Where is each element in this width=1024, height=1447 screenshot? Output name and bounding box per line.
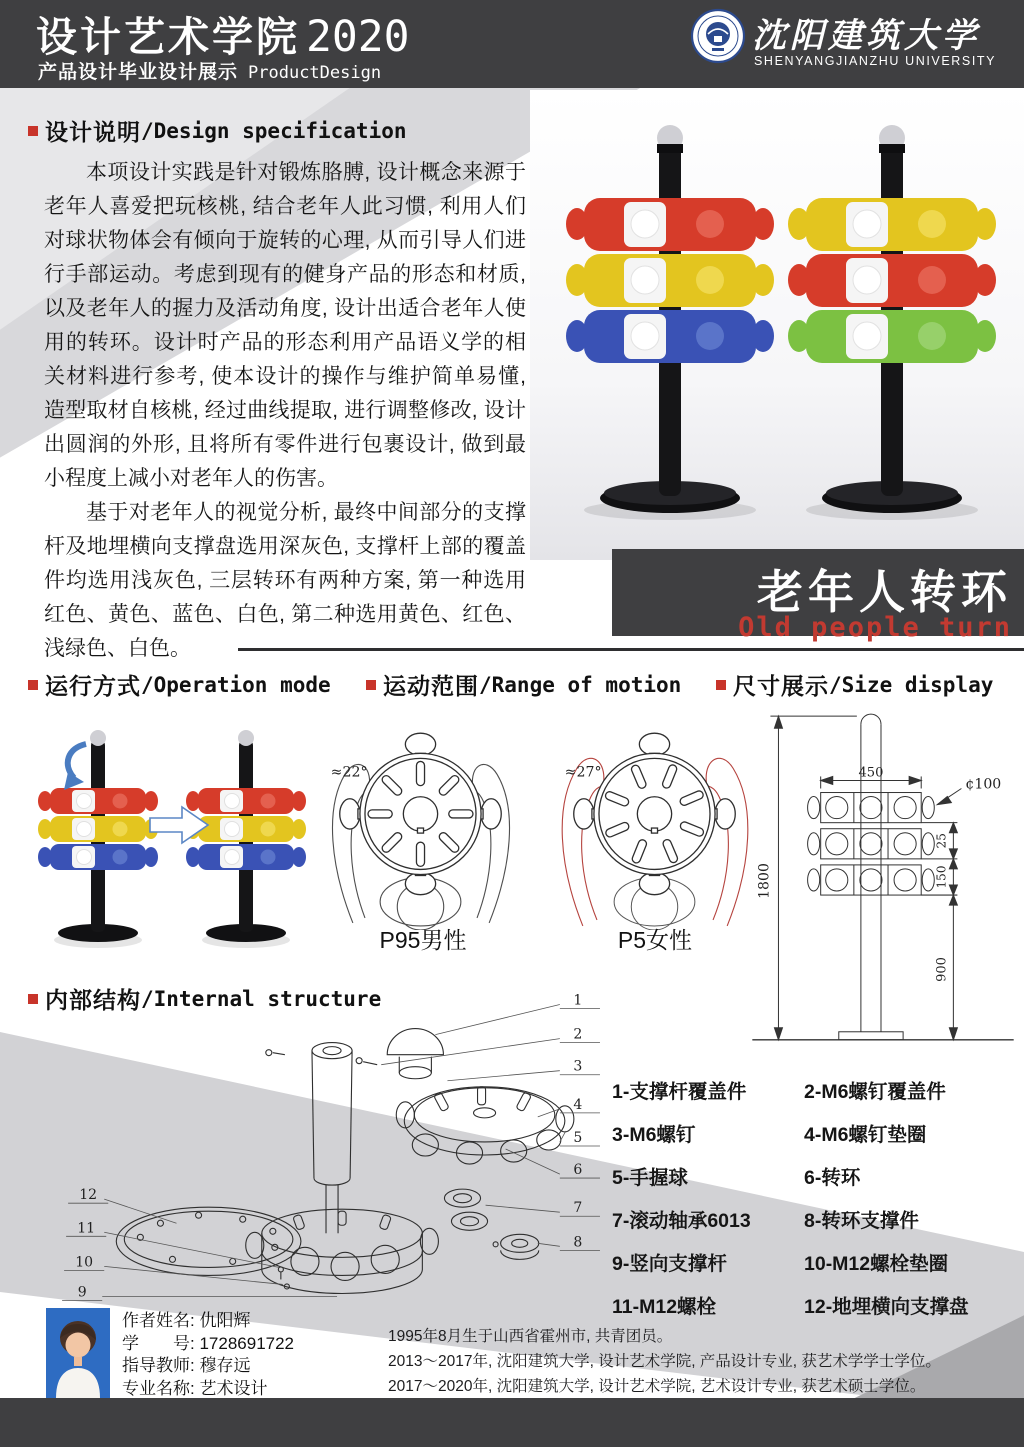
operation-pole-before [38, 730, 158, 948]
callout-5: 5 [573, 1129, 583, 1146]
callout-9: 9 [77, 1284, 87, 1301]
bio-line: 2017～2020年, 沈阳建筑大学, 设计艺术学院, 艺术设计专业, 获艺术硕士学位。 [388, 1378, 926, 1395]
callout-6: 6 [573, 1162, 583, 1179]
dim-ring-width: 450 [858, 765, 884, 781]
female-figure-label: P5女性 [617, 927, 693, 953]
support-disc-part [116, 1207, 301, 1275]
callout-4: 4 [573, 1096, 583, 1113]
design-spec-heading-en: /Design specification [141, 118, 407, 143]
author-advisor-label: 指导教师: [122, 1356, 195, 1375]
range-heading-cn: 运动范围 [383, 673, 479, 699]
author-id-row [122, 1333, 294, 1356]
author-major: 艺术设计 [199, 1378, 268, 1398]
callout-8: 8 [573, 1234, 583, 1251]
range-figure-male [322, 716, 520, 930]
callout-3: 3 [573, 1058, 583, 1075]
callout-10: 10 [75, 1254, 94, 1271]
turn-ring-part [396, 1087, 574, 1164]
operation-heading-en: /Operation mode [141, 672, 331, 697]
footer-band [0, 1398, 1024, 1447]
callout-7: 7 [573, 1200, 583, 1217]
part-item: 3-M6螺钉 [612, 1124, 696, 1146]
spec-paragraph-1: 本项设计实践是针对锻炼胳膊, 设计概念来源于老年人喜爱把玩核桃, 结合老年人此习惯, 利用人们对球状物体会有倾向于旋转的心理, 从而引导人们进行手部运动。考虑到现有的健身产品的形态和材质, 以及老年人的握力及活动角度, 设计出适合老年人使用的转环。设计时产品的形态利用产品语义学的相关材料进行参考, 使本设计的操作与维护简单易懂, 造型取材自核桃, 经过曲线提取, 进行调整修改, 设计出圆润的外形, 且将所有零件进行包裹设计, 做到最小程度上减小对老年人的伤害。 [44, 161, 526, 490]
part-item: 6-转环 [804, 1167, 861, 1189]
exhibition-year: 2020 [306, 12, 410, 62]
part-item: 7-滚动轴承6013 [612, 1210, 751, 1232]
university-emblem-icon [690, 8, 746, 64]
range-heading-en: /Range of motion [479, 672, 682, 697]
size-heading-en: /Size display [829, 672, 994, 697]
author-id-label: 学 号: [122, 1333, 195, 1353]
exhibition-subtitle-en: ProductDesign [248, 63, 382, 83]
exploded-view-drawing [36, 992, 608, 1314]
dim-total-height: 1800 [756, 863, 773, 899]
university-name-en: SHENYANGJIANZHU UNIVERSITY [754, 54, 997, 68]
product-title-cn: 老年人转环 [757, 566, 1012, 618]
author-bio [388, 1324, 941, 1399]
callout-1: 1 [573, 992, 583, 1009]
author-major-row [122, 1378, 294, 1401]
author-name-label: 作者姓名: [122, 1311, 195, 1330]
operation-mode-figure [24, 700, 316, 968]
header-title [36, 4, 410, 63]
callout-11: 11 [77, 1220, 96, 1237]
part-item: 1-支撑杆覆盖件 [612, 1081, 747, 1103]
product-render-scheme2 [788, 125, 996, 520]
header-band [0, 0, 1024, 88]
design-spec-heading-cn: 设计说明 [45, 119, 141, 145]
school-name: 设计艺术学院 [36, 14, 300, 60]
product-title-en: Old people turn [738, 612, 1012, 643]
design-spec-heading [28, 114, 407, 147]
male-figure-label: P95男性 [379, 927, 467, 953]
author-name: 仇阳辉 [199, 1311, 251, 1330]
operation-mode-heading [28, 668, 331, 701]
female-angle-label: ≈27° [564, 764, 602, 781]
part-item: 5-手握球 [612, 1167, 688, 1189]
dim-pole-height: 900 [934, 956, 950, 982]
author-info [122, 1310, 294, 1400]
operation-heading-cn: 运行方式 [45, 673, 141, 699]
callout-2: 2 [573, 1026, 583, 1043]
part-item: 10-M12螺栓垫圈 [804, 1253, 949, 1275]
red-bullet-icon [366, 680, 376, 690]
product-render-scheme1 [566, 125, 774, 520]
part-item: 11-M12螺栓 [612, 1296, 717, 1318]
rotate-arrow-icon [64, 744, 86, 790]
part-item: 9-竖向支撑杆 [612, 1253, 727, 1275]
operation-pole-after [186, 730, 306, 948]
exhibition-subtitle-cn: 产品设计毕业设计展示 [38, 62, 239, 83]
ring-rows [808, 793, 935, 896]
red-bullet-icon [28, 126, 38, 136]
author-id: 1728691722 [199, 1333, 295, 1353]
part-item: 4-M6螺钉垫圈 [804, 1124, 927, 1146]
university-name-cn: 沈阳建筑大学 [752, 17, 980, 55]
male-angle-label: ≈22° [330, 764, 368, 781]
author-advisor-row [122, 1355, 294, 1378]
dim-ring-stack: 150 [934, 865, 949, 889]
header-subtitle [38, 57, 381, 84]
part-item: 8-转环支撑件 [804, 1210, 919, 1232]
product-render-figure [532, 98, 1022, 550]
design-spec-text [44, 156, 526, 666]
author-major-label: 专业名称: [122, 1378, 195, 1398]
range-of-motion-heading [366, 668, 681, 701]
dim-gap: 25 [934, 833, 949, 849]
turn-ring-top-view [574, 733, 736, 895]
part-item: 2-M6螺钉覆盖件 [804, 1081, 946, 1103]
turn-ring-top-view [340, 733, 502, 895]
author-advisor: 穆存远 [199, 1356, 251, 1375]
callout-numbers [62, 992, 600, 1300]
red-bullet-icon [28, 680, 38, 690]
callout-leader-lines [102, 1004, 566, 1296]
internal-heading-cn: 内部结构 [45, 987, 141, 1013]
internal-heading-en: /Internal structure [141, 986, 382, 1011]
spec-paragraph-2: 基于对老年人的视觉分析, 最终中间部分的支撑杆及地埋横向支撑盘选用深灰色, 支撑杆上部的覆盖件均选用浅灰色, 三层转环有两种方案, 第一种选用红色、黄色、蓝色、白色, 第二种选用黄色、红色、浅绿色、白色。 [44, 501, 526, 660]
range-figure-female [556, 716, 754, 930]
red-bullet-icon [716, 680, 726, 690]
part-item: 12-地埋横向支撑盘 [804, 1296, 969, 1318]
section-divider-line [238, 648, 1024, 651]
author-name-row [122, 1310, 294, 1333]
callout-12: 12 [79, 1187, 98, 1204]
bio-line: 1995年8月生于山西省霍州市, 共青团员。 [388, 1328, 673, 1345]
author-photo [46, 1308, 110, 1398]
size-heading-cn: 尺寸展示 [733, 673, 829, 699]
bio-line: 2013～2017年, 沈阳建筑大学, 设计艺术学院, 产品设计专业, 获艺术学学士学位。 [388, 1353, 941, 1370]
size-display-drawing [740, 692, 1024, 1074]
parts-list [612, 1076, 1020, 1319]
dim-knob-diameter: ¢100 [965, 776, 1002, 793]
